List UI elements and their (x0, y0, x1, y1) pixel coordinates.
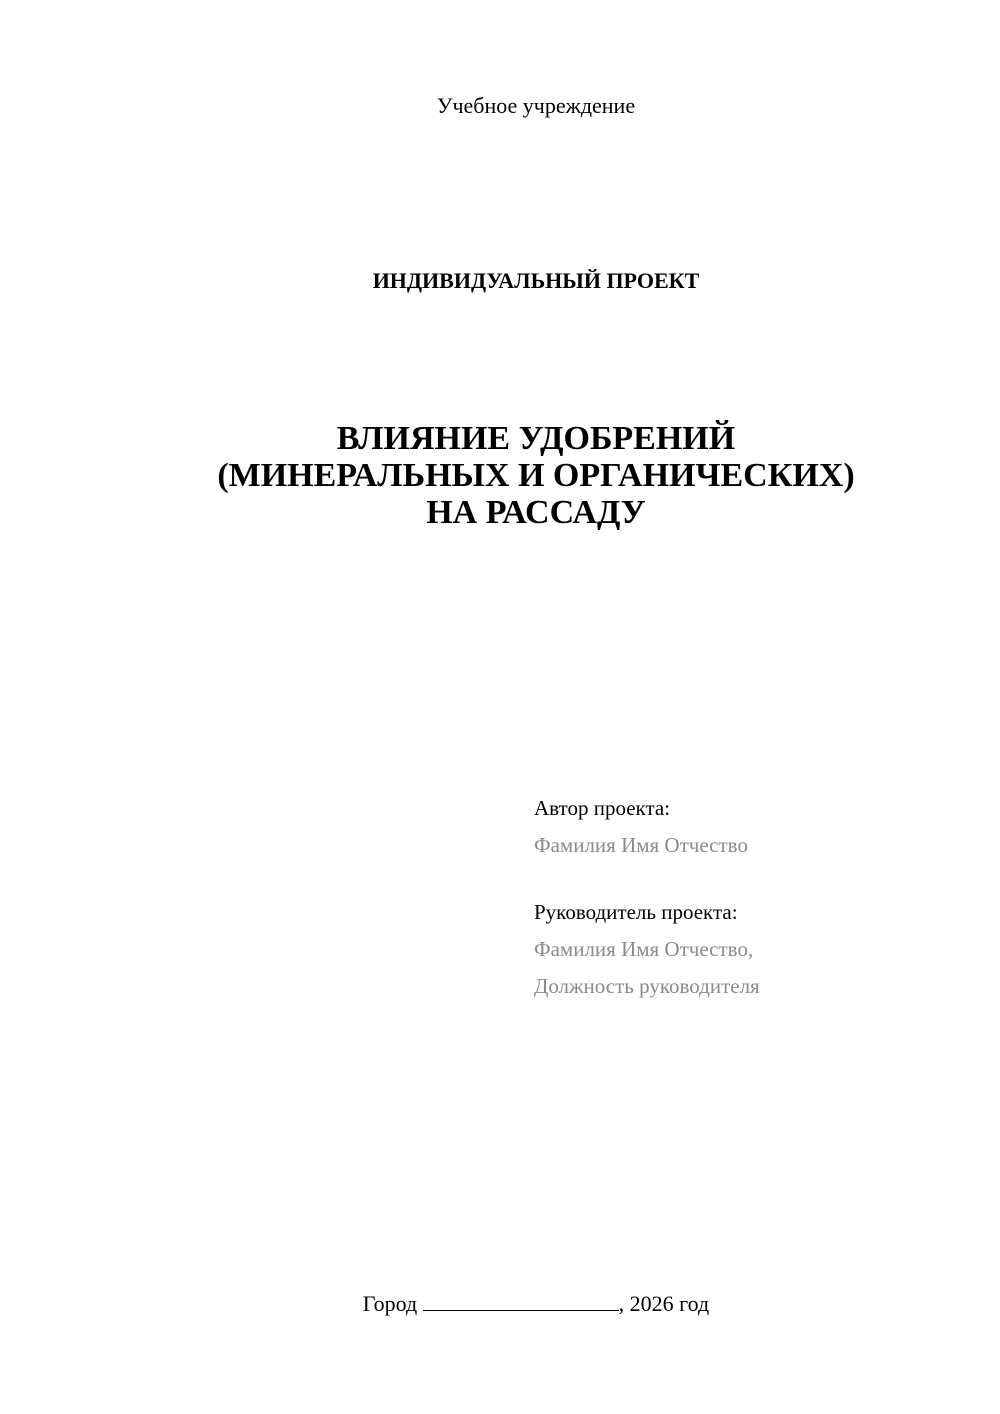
project-title-line-3: НА РАССАДУ (426, 494, 646, 531)
city-label: Город (362, 1291, 418, 1316)
supervisor-label: Руководитель проекта: (534, 900, 738, 924)
year-text: , 2026 год (618, 1291, 710, 1316)
institution-name: Учебное учреждение (436, 93, 636, 118)
city-year-line (0, 1290, 1000, 1318)
project-type-heading: ИНДИВИДУАЛЬНЫЙ ПРОЕКТ (372, 268, 700, 293)
supervisor-position: Должность руководителя (534, 974, 760, 998)
author-label: Автор проекта: (534, 796, 671, 820)
project-info-block (534, 790, 974, 1005)
project-title (0, 420, 1000, 531)
info-spacer (534, 864, 974, 894)
project-title-line-2: (МИНЕРАЛЬНЫХ И ОРГАНИЧЕСКИХ) (217, 457, 855, 494)
supervisor-name: Фамилия Имя Отчество, (534, 937, 754, 961)
author-name: Фамилия Имя Отчество (534, 833, 748, 857)
city-blank-line (423, 1290, 619, 1311)
project-title-line-1: ВЛИЯНИЕ УДОБРЕНИЙ (336, 420, 736, 457)
